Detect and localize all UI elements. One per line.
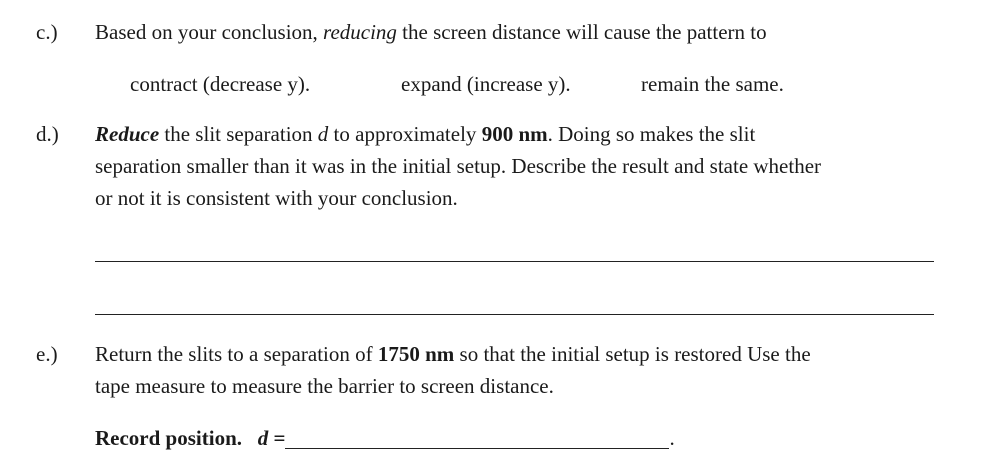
question-d-text3: . Doing so makes the slit [547, 122, 756, 146]
answer-line-1[interactable] [95, 261, 934, 262]
question-e-text1: Return the slits to a separation of [95, 342, 378, 366]
question-c-text-after: the screen distance will cause the pattern to [396, 20, 767, 44]
question-d-line-2: separation smaller than it was in the initial setup. Describe the result and state whether [95, 154, 822, 178]
question-e-text [95, 338, 945, 402]
record-position-blank[interactable] [285, 428, 669, 449]
record-equals: = [268, 426, 286, 450]
question-c-label: c.) [36, 20, 58, 44]
question-e-text2: so that the initial setup is restored Use the [454, 342, 811, 366]
question-d-value: 900 nm [481, 122, 548, 146]
record-end: . [669, 426, 675, 450]
question-e-line-1 [95, 338, 945, 370]
record-var: d [257, 426, 269, 450]
question-d-label: d.) [36, 122, 59, 146]
question-c-text-before: Based on your conclusion, [95, 20, 324, 44]
question-d-line-3: or not it is consistent with your conclusion. [95, 186, 458, 210]
question-d-text1: the slit separation [159, 122, 318, 146]
question-d-text2: to approximately [328, 122, 482, 146]
question-c-text [95, 16, 945, 48]
question-d-line-1 [95, 118, 945, 150]
record-position-label: Record position. [95, 426, 242, 450]
question-d-text [95, 118, 945, 214]
option-remain: remain the same. [641, 72, 784, 96]
question-d-var: d [317, 122, 329, 146]
question-d-verb: Reduce [95, 122, 160, 146]
question-e-line-2: tape measure to measure the barrier to screen distance. [95, 374, 554, 398]
question-e-label: e.) [36, 342, 58, 366]
option-contract: contract (decrease y). [130, 72, 311, 96]
option-expand: expand (increase y). [401, 72, 571, 96]
question-e-value: 1750 nm [377, 342, 455, 366]
question-c-emphasis: reducing [323, 20, 397, 44]
answer-line-2[interactable] [95, 314, 934, 315]
record-position-row [95, 422, 945, 454]
